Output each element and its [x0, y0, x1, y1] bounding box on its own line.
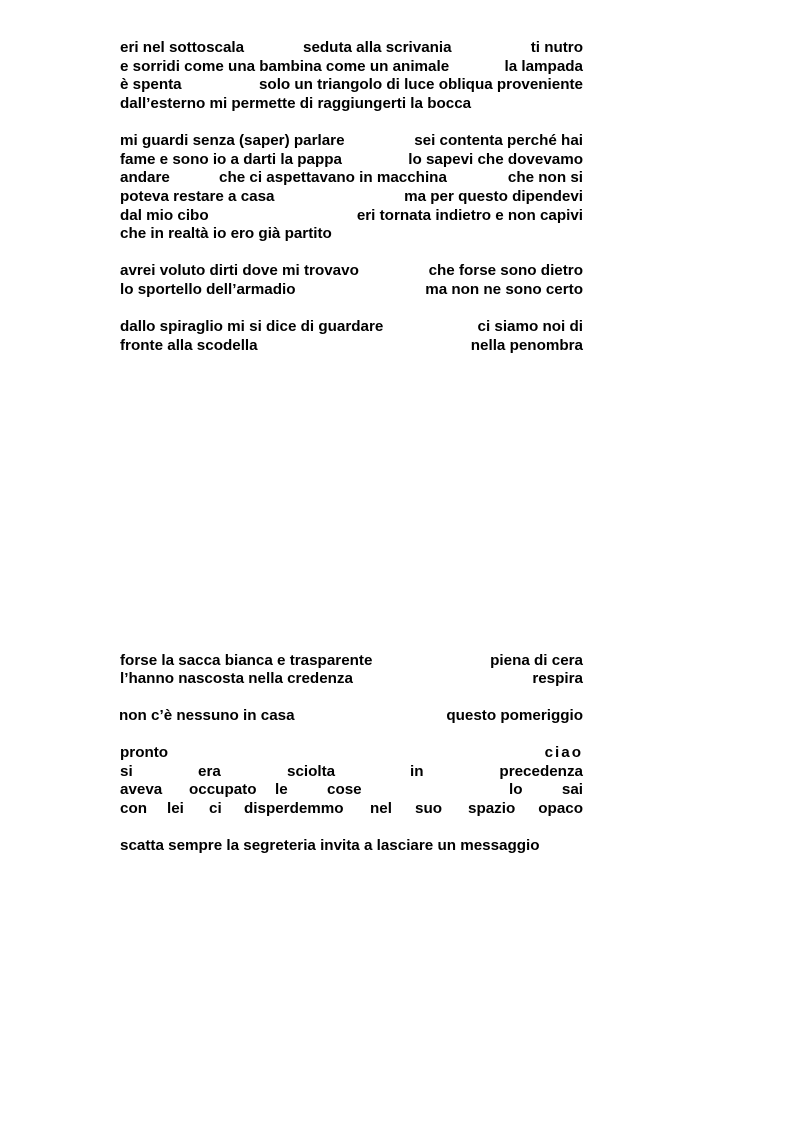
text-segment: aveva: [120, 781, 163, 798]
text-segment: lei: [167, 800, 184, 817]
text-segment: le: [275, 781, 288, 798]
text-segment: solo un triangolo di luce obliqua proveniente: [258, 76, 583, 93]
text-segment: pronto: [120, 744, 169, 761]
text-segment: ciao: [544, 744, 583, 761]
text-segment: poteva restare a casa: [120, 188, 275, 205]
text-segment: in: [410, 763, 424, 780]
poem-line: [120, 94, 583, 113]
poem-line: [120, 280, 583, 299]
text-segment: ci siamo noi di: [477, 318, 583, 335]
text-segment: nel: [370, 800, 392, 817]
text-segment: lo sapevi che dovevamo: [408, 151, 583, 168]
text-segment: dallo spiraglio mi si dice di guardare: [120, 318, 384, 335]
text-segment: opaco: [538, 800, 583, 817]
text-segment: era: [198, 763, 221, 780]
text-segment: suo: [415, 800, 443, 817]
poem-line: [120, 336, 583, 355]
poem-line: [120, 743, 583, 762]
text-segment: dall’esterno mi permette di raggiungerti la bocca: [120, 95, 472, 112]
text-segment: eri tornata indietro e non capivi: [356, 207, 583, 224]
text-segment: e sorridi come una bambina come un animale: [120, 58, 450, 75]
text-segment: lo sportello dell’armadio: [120, 281, 296, 298]
text-segment: precedenza: [499, 763, 583, 780]
poem-line: [120, 651, 583, 670]
text-segment: ma non ne sono certo: [425, 281, 583, 298]
poem-line: [120, 780, 583, 799]
poem-line: [120, 669, 583, 688]
text-segment: fronte alla scodella: [120, 337, 258, 354]
poem-line: [120, 38, 583, 57]
poem-line: [120, 836, 583, 855]
text-segment: piena di cera: [490, 652, 583, 669]
poem-line: [120, 187, 583, 206]
poem-line: [120, 224, 583, 243]
text-segment: scatta sempre la segreteria invita a lasciare un messaggio: [120, 837, 540, 854]
text-segment: disperdemmo: [244, 800, 344, 817]
text-segment: che in realtà io ero già partito: [120, 225, 332, 242]
text-segment: respira: [532, 670, 583, 687]
poem-line: [120, 168, 583, 187]
text-segment: che non si: [507, 169, 583, 186]
text-segment: lo: [509, 781, 523, 798]
text-segment: forse la sacca bianca e trasparente: [120, 652, 373, 669]
text-segment: che ci aspettavano in macchina: [219, 169, 447, 186]
text-segment: avrei voluto dirti dove mi trovavo: [120, 262, 359, 279]
text-segment: è spenta: [120, 76, 182, 93]
text-segment: ti nutro: [530, 39, 583, 56]
text-segment: la lampada: [504, 58, 583, 75]
poem-line: [120, 150, 583, 169]
text-segment: fame e sono io a darti la pappa: [120, 151, 342, 168]
text-segment: ci: [209, 800, 222, 817]
poem-line: [120, 206, 583, 225]
poem-line: [120, 799, 583, 818]
text-segment: che forse sono dietro: [428, 262, 583, 279]
text-segment: cose: [327, 781, 362, 798]
text-segment: sai: [561, 781, 583, 798]
text-segment: nella penombra: [470, 337, 583, 354]
text-segment: mi guardi senza (saper) parlare: [120, 132, 345, 149]
text-segment: si: [120, 763, 133, 780]
text-segment: eri nel sottoscala: [120, 39, 245, 56]
text-segment: spazio: [468, 800, 516, 817]
text-segment: con: [120, 800, 148, 817]
text-segment: seduta alla scrivania: [303, 39, 452, 56]
text-segment: ma per questo dipendevi: [404, 188, 583, 205]
poem-line: [120, 131, 583, 150]
text-segment: l’hanno nascosta nella credenza: [120, 670, 353, 687]
text-segment: andare: [120, 169, 170, 186]
text-segment: dal mio cibo: [120, 207, 209, 224]
poem-line: [120, 317, 583, 336]
text-segment: occupato: [189, 781, 257, 798]
text-segment: sciolta: [287, 763, 336, 780]
poem-line: [120, 706, 583, 725]
poem-line: [120, 75, 583, 94]
poem-line: [120, 261, 583, 280]
text-segment: questo pomeriggio: [446, 707, 583, 724]
text-segment: non c’è nessuno in casa: [119, 707, 295, 724]
poem-line: [120, 57, 583, 76]
text-segment: sei contenta perché hai: [414, 132, 583, 149]
poem-line: [120, 762, 583, 781]
